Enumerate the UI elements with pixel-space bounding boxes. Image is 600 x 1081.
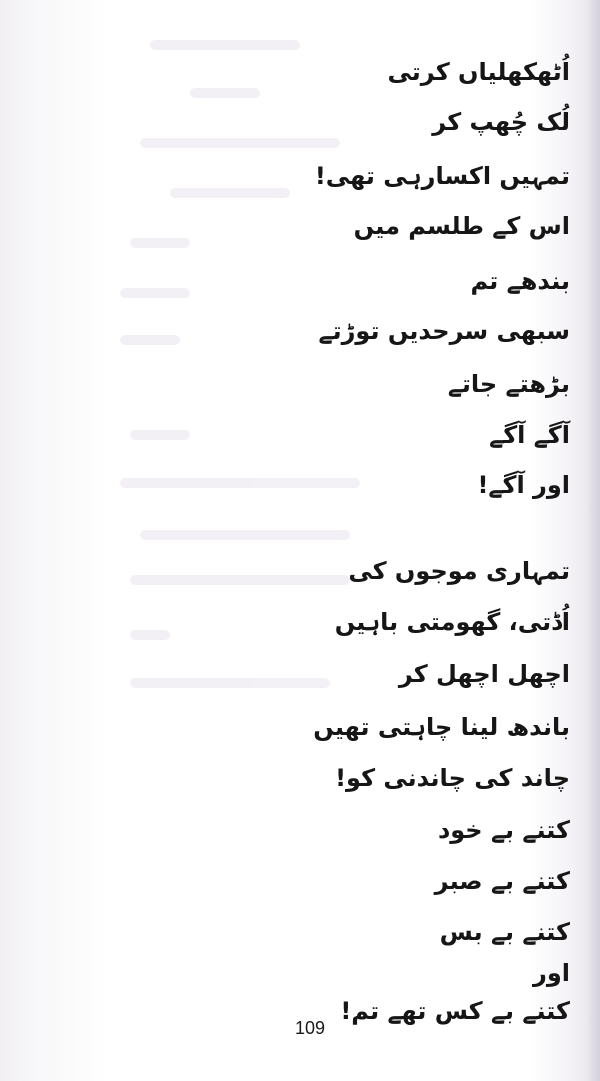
poem-line: کتنے بے کس تھے تم!	[340, 997, 570, 1025]
poem-line: چاند کی چاندنی کو!	[335, 764, 570, 792]
poem-line: لُک چُھپ کر	[432, 108, 570, 136]
poem-line: تمہیں اکسارہی تھی!	[314, 162, 570, 190]
poem-line: کتنے بے خود	[437, 816, 570, 844]
poem-line: اُٹھکھلیاں کرتی	[387, 58, 570, 86]
poem-line: باندھ لینا چاہتی تھیں	[313, 713, 570, 741]
show-through-text	[110, 30, 370, 730]
poem-line: آگے آگے	[489, 421, 570, 449]
poem-line: بڑھتے جاتے	[447, 370, 570, 398]
poem-line: کتنے بے صبر	[434, 867, 570, 895]
poem-line: اس کے طلسم میں	[353, 212, 570, 240]
poem-line: بندھے تم	[470, 267, 570, 295]
page-number-text: 109	[294, 1018, 326, 1038]
poem-line: سبھی سرحدیں توڑتے	[318, 317, 570, 345]
poem-line: اُڈتی، گھومتی باہیں	[334, 608, 570, 636]
page-number	[0, 1017, 600, 1039]
poem-line: کتنے بے بس	[439, 918, 570, 946]
page-edge-shadow	[586, 0, 600, 1081]
poem-line: تمہاری موجوں کی	[348, 557, 570, 585]
poem-line: اچھل اچھل کر	[398, 660, 570, 688]
poem-line: اور	[533, 959, 570, 987]
poem-line: اور آگے!	[477, 471, 570, 499]
